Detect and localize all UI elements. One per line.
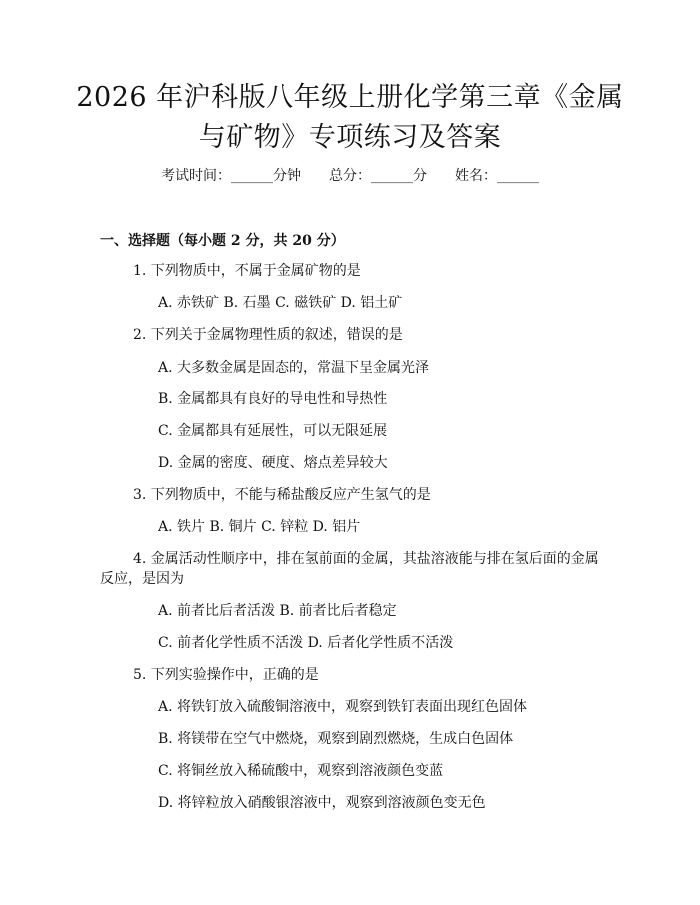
question-1-options: A. 赤铁矿 B. 石墨 C. 磁铁矿 D. 铝土矿 xyxy=(158,295,403,311)
question-5-option-a: A. 将铁钉放入硫酸铜溶液中，观察到铁钉表面出现红色固体 xyxy=(158,699,528,715)
question-2-option-d: D. 金属的密度、硬度、熔点差异较大 xyxy=(158,455,388,471)
question-5-option-c: C. 将铜丝放入稀硫酸中，观察到溶液颜色变蓝 xyxy=(158,763,444,779)
question-2-option-c: C. 金属都具有延展性，可以无限延展 xyxy=(158,423,388,439)
exam-time: 考试时间：______分钟 xyxy=(161,168,301,184)
exam-meta xyxy=(0,166,700,186)
student-name: 姓名：______ xyxy=(455,168,539,184)
total-score: 总分：______分 xyxy=(329,168,427,184)
section-heading: 一、选择题（每小题 2 分，共 20 分） xyxy=(100,233,345,249)
question-5-option-b: B. 将镁带在空气中燃烧，观察到剧烈燃烧，生成白色固体 xyxy=(158,731,514,747)
question-5-option-d: D. 将锌粒放入硝酸银溶液中，观察到溶液颜色变无色 xyxy=(158,795,486,811)
question-4-options-ab: A. 前者比后者活泼 B. 前者比后者稳定 xyxy=(158,603,397,619)
question-4-options-cd: C. 前者化学性质不活泼 D. 后者化学性质不活泼 xyxy=(158,635,454,651)
question-1-stem: 1. 下列物质中，不属于金属矿物的是 xyxy=(133,263,361,279)
title-line-1: 2026 年沪科版八年级上册化学第三章《金属 xyxy=(76,82,624,113)
document-title xyxy=(60,78,640,158)
title-line-2: 与矿物》专项练习及答案 xyxy=(198,122,502,153)
question-3-stem: 3. 下列物质中，不能与稀盐酸反应产生氢气的是 xyxy=(133,487,431,503)
question-4-stem-line-1: 4. 金属活动性顺序中，排在氢前面的金属，其盐溶液能与排在氢后面的金属 xyxy=(133,551,599,567)
question-5-stem: 5. 下列实验操作中，正确的是 xyxy=(133,667,319,683)
question-4-stem-line-2: 反应，是因为 xyxy=(100,571,184,587)
question-3-options: A. 铁片 B. 铜片 C. 锌粒 D. 铝片 xyxy=(158,519,361,535)
question-2-stem: 2. 下列关于金属物理性质的叙述，错误的是 xyxy=(133,327,403,343)
question-2-option-b: B. 金属都具有良好的导电性和导热性 xyxy=(158,391,388,407)
question-2-option-a: A. 大多数金属是固态的，常温下呈金属光泽 xyxy=(158,360,430,376)
